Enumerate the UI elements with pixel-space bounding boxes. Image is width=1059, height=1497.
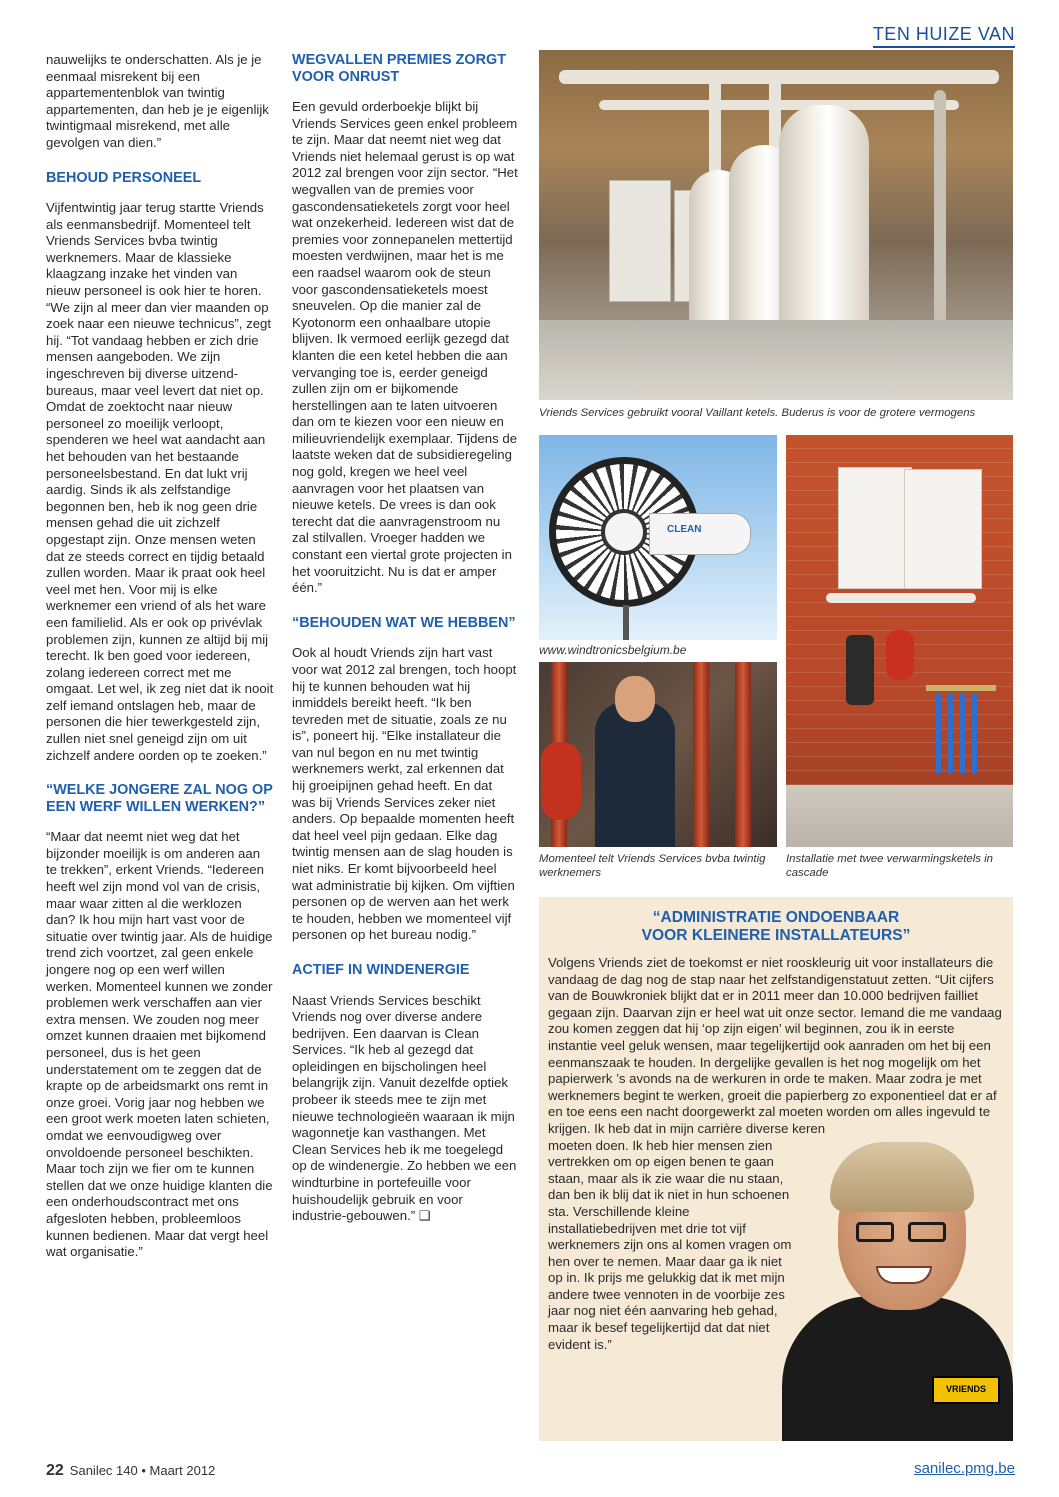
shirt-logo: VRIENDS xyxy=(932,1376,1000,1404)
heading-windenergie: ACTIEF IN WINDENERGIE xyxy=(292,962,470,978)
paragraph-welke-jongere: “Maar dat neemt niet weg dat het bijzonder moeilijk is om anderen aan te trekken”, erkent Vriends. “Iedereen heeft wel zijn mond vol van de crisis, maar waar zitten al die werklozen dan? Ik hou mijn hart vast voor de situatie over twintig jaar. Als de huidige trend zich voortzet, zal geen enkele jongere nog op een werf willen werken. Momenteel kunnen we zonder problemen werk verschaffen aan vier extra mensen. We zouden nog meer omzet kunnen draaien met bijkomend personeel, dus is het geen understatement om te zeggen dat de krapte op de arbeidsmarkt ons remt in onze groei. Vorig jaar nog hebben we een groot werk moeten laten schieten, omdat we eenvoudigweg over onvoldoende personeel beschikten. Maar toch zijn we fier om te kunnen stellen dat we onze huidige klanten die een onderhoudscontract met ons afgesloten hebben, probleemloos kunnen bedienen. Maar dat vergt heel wat organisatie.” xyxy=(46,829,273,1260)
paragraph-windenergie: Naast Vriends Services beschikt Vriends nog over diverse andere bedrijven. Een daarvan is Clean Services. “Ik heb al gezegd dat opleidingen en bijscholingen heel belangrijk zijn. Vanuit dezelfde optiek probeer ik steeds mee te zijn met nieuwe technologieën waaraan ik mijn wagonnetje kan vasthangen. Met Clean Services heb ik me toegelegd op de windenergie. Zo hebben we een windturbine in portefeuille voor huishoudelijk gebruik en voor industrie-gebouwen.” ❑ xyxy=(292,992,517,1224)
turbine-brand: CLEAN xyxy=(667,524,702,535)
turbine-url: www.windtronicsbelgium.be xyxy=(539,643,687,657)
issue-label: Sanilec 140 • Maart 2012 xyxy=(69,1463,216,1478)
paragraph-behouden: Ook al houdt Vriends zijn hart vast voor wat 2012 zal brengen, toch hoopt hij te kunnen behouden wat hij inmiddels bereikt heeft. “Ik ben tevreden met de situatie, zoals ze nu is”, poneert hij. “Elke installateur die van nul begon en nu met twintig werknemers werkt, zal erkennen dat hij groeipijnen gehad heeft. En dat was bij Vriends Services zeker niet anders. Op bepaalde momenten heeft dat heel veel pijn gedaan. Elke dag twintig mensen aan de slag houden is niet niks. Er komt bijvoorbeeld heel wat administratie bij kijken. Om vijftien personen op de werven aan het werk te houden, hebben we momenteel vijf personen op het bureau nodig.” xyxy=(292,645,517,943)
quote-box-title xyxy=(539,909,1013,945)
quote-box-paragraph-narrow: moeten doen. Ik heb hier mensen zien vertrekken om op eigen benen te gaan staan, maar als ik zie waar die nu staan, dan ben ik blij dat ik niet in hun schoenen sta. Verschillende kleine installatiebedrijven met drie tot vijf werknemers zijn ons al komen vragen om hen over te nemen. Maar daar ga ik niet op in. Ik prijs me gelukkig dat ik met mijn andere twee vennoten in de voorbije zes jaar nog niet één aanvaring heb gehad, maar ik besef tegelijkertijd dat dat niet evident is.” xyxy=(548,1137,792,1352)
caption-boiler-room: Vriends Services gebruikt vooral Vaillant ketels. Buderus is voor de grotere vermogens xyxy=(539,407,976,419)
heading-behouden: “BEHOUDEN WAT WE HEBBEN” xyxy=(292,614,516,631)
quote-box-paragraph-wide: Volgens Vriends ziet de toekomst er niet rooskleurig uit voor installateurs die vandaag de dag nog de stap naar het zelfstandigenstatuut zetten. “Uit cijfers van de Bouwkroniek blijkt dat er in 2011 meer dan 10.000 bedrijven failliet gegaan zijn. Daarvan zijn er heel wat uit onze sector. Iemand die me vandaag zou komen zeggen dat hij ‘op zijn eigen’ wil beginnen, zou ik in eerste instantie veel geluk wensen, maar tegelijkertijd ook aanraden om het bij een eenmanszaak te houden. In dergelijke gevallen is het nog mogelijk om het papierwerk ’s avonds na de werkuren in orde te maken. Maar zodra je met werknemers begint te werken, groeit die papierberg zo exponentieel dat er af en toe eens een nacht doorgewerkt zal moeten worden om alles ingevuld te krijgen. Ik heb dat in mijn carrière diverse keren xyxy=(548,955,1002,1136)
portrait-photo xyxy=(782,1138,1013,1441)
glasses-icon xyxy=(856,1222,948,1244)
website-link[interactable]: sanilec.pmg.be xyxy=(914,1460,1015,1477)
paragraph-behoud-personeel: Vijfentwintig jaar terug startte Vriends als eenmansbedrijf. Momenteel telt Vriends Services bvba twintig werknemers. Maar de klassieke klaagzang inzake het vinden van nieuw personeel is ook hier te horen. “We zijn al meer dan vier maanden op zoek naar een nieuwe technicus”, zegt hij. “Tot vandaag hebben er zich drie mensen aangeboden. We zijn ingeschreven bij diverse uitzend-bureaus, maar veel levert dat niet op. Omdat de zoektocht naar nieuw personeel zo moeilijk verloopt, spenderen we heel wat aandacht aan het behouden van het bestaande personeelsbestand. En dat lukt vrij aardig. Sinds ik als zelfstandige begonnen ben, heb ik nog geen drie mensen gehad die uit zichzelf opgestapt zijn. Onze mensen weten dat ze steeds correct en tijdig betaald zullen worden. Maar ik praat ook heel veel met hen. Voor mij is elke werknemer een vriend of als het ware een familielid. Als er ook op privévlak problemen zijn, kunnen ze altijd bij mij terecht. Ik ben goed voor iedereen, zolang iedereen correct met me omgaat. Let wel, ik zeg niet dat ik nooit zelf iemand ontslagen heb, maar de personen die hier tewerkgesteld zijn, zullen niet snel geneigd zijn om uit zichzelf andere oorden op te zoeken.” xyxy=(46,200,274,763)
quote-box-title-line1: “ADMINISTRATIE ONDOENBAAR xyxy=(652,909,900,926)
page-number: 22 xyxy=(46,1462,64,1479)
heating-installation-photo xyxy=(786,435,1013,847)
quote-box-title-line2: VOOR KLEINERE INSTALLATEURS” xyxy=(641,927,911,944)
wind-turbine-photo xyxy=(539,435,777,640)
caption-installer: Momenteel telt Vriends Services bvba twintig werknemers xyxy=(539,853,766,879)
boiler-room-photo xyxy=(539,50,1013,400)
section-tag: TEN HUIZE VAN xyxy=(873,24,1015,48)
paragraph-wegvallen-premies: Een gevuld orderboekje blijkt bij Vriends Services geen enkel probleem te zijn. Maar dat neemt niet weg dat Vriends niet helemaal gerust is op wat 2012 zal brengen voor zijn sector. “Het wegvallen van de premies voor gascondensatieketels zorgt voor heel wat onzekerheid. Iedereen wist dat de premies voor zonnepanelen mettertijd moesten verdwijnen, maar het is me een raadsel waarom ook de steun voor gascondensatieketels moest sneuvelen. Op die manier zal de Kyotonorm een onhaalbare utopie blijven. Ik vermoed eerlijk gezegd dat klanten die een ketel hebben die aan vervanging toe is, eerder geneigd zullen zijn om er bijkomende herstellingen aan te laten uitvoeren dan om te kiezen voor een nieuw en milieuvriendelijk exemplaar. Tijdens de laatste weken dat de subsidieregeling nog gold, kregen we heel veel aanvragen voor het plaatsen van nieuwe ketels. De vrees is dan ook terecht dat die aanvragenstroom nu zal stilvallen. Vroeger hadden we constant een viertal grote projecten in het vooruitzicht. Nu is dat er amper één.” xyxy=(292,99,518,596)
heading-behoud-personeel: BEHOUD PERSONEEL xyxy=(46,169,202,186)
column-middle xyxy=(292,52,518,1225)
footer-issue xyxy=(46,1462,215,1480)
installer-photo xyxy=(539,662,777,847)
heading-welke-jongere: “WELKE JONGERE ZAL NOG OP EEN WERF WILLEN WERKEN?” xyxy=(46,782,273,815)
caption-heating: Installatie met twee verwarmingsketels in cascade xyxy=(786,853,994,879)
intro-paragraph: nauwelijks te onderschatten. Als je je eenmaal misrekent bij een appartementenblok van twintig appartementen, dan heb je je eigenlijk twintigmaal misrekend, met alle gevolgen van dien.” xyxy=(46,52,269,150)
column-left xyxy=(46,52,274,1261)
heading-wegvallen-premies: WEGVALLEN PREMIES ZORGT VOOR ONRUST xyxy=(292,52,506,85)
